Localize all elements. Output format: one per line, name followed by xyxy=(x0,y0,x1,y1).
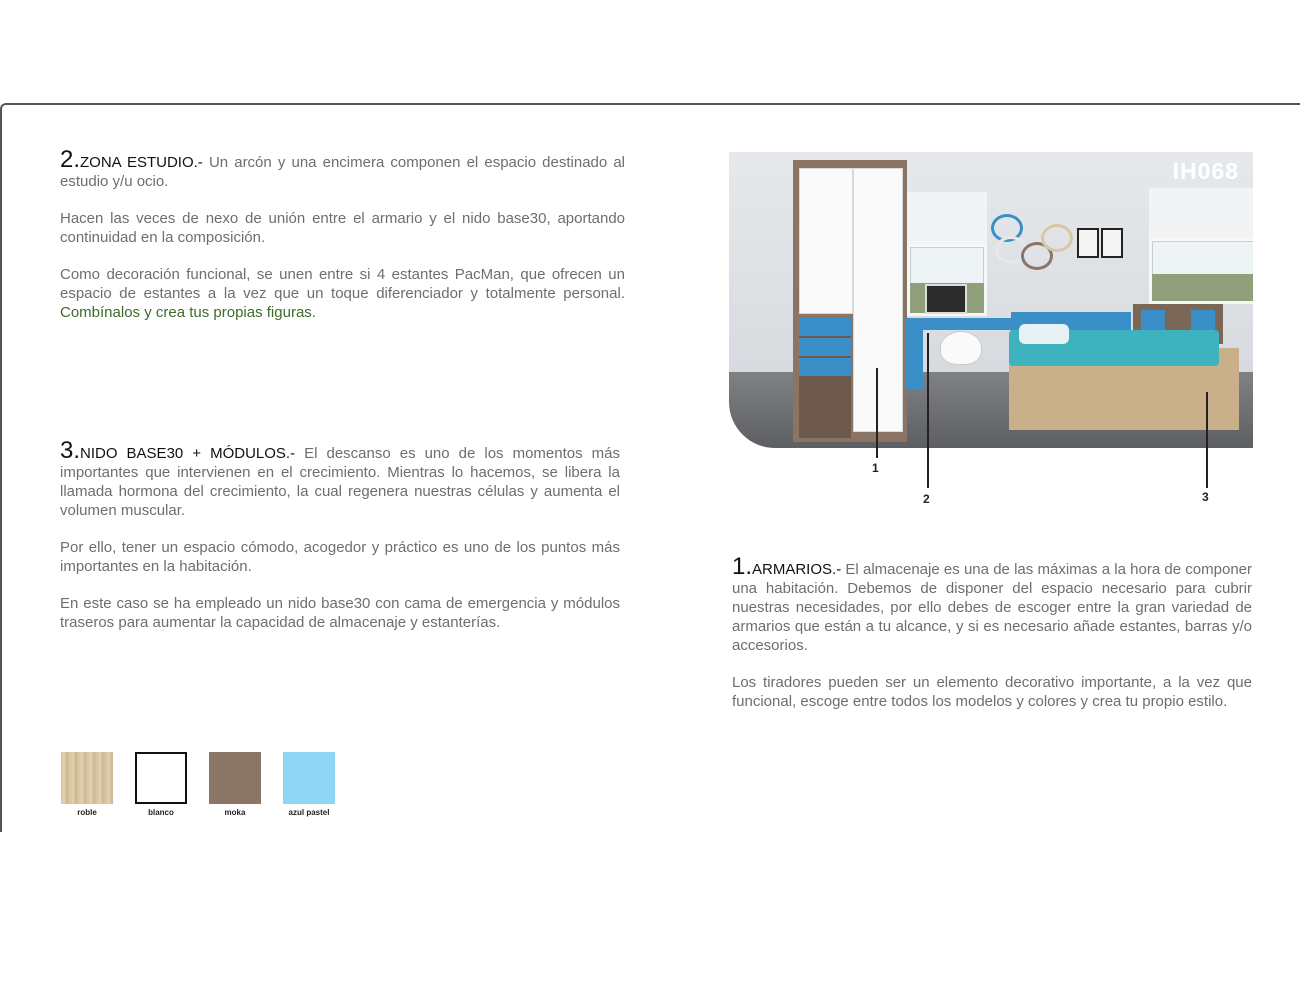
section-nido-base30 xyxy=(60,437,620,650)
section-zona-estudio xyxy=(60,146,626,340)
section-number: 1. xyxy=(732,553,753,580)
section-heading: ZONA ESTUDIO.- xyxy=(80,154,203,171)
section-intro: Un arcón y una encimera componen el espacio destinado al estudio y/u ocio. xyxy=(60,154,626,190)
section-number: 2. xyxy=(60,146,81,173)
section-heading: NIDO BASE30 + MÓDULOS.- xyxy=(80,445,296,462)
section-paragraph: Hacen las veces de nexo de unión entre el armario y el nido base30, aportando continuidad en la composición. xyxy=(60,210,625,246)
monitor xyxy=(925,284,967,314)
section-paragraph: Como decoración funcional, se unen entre si 4 estantes PacMan, que ofrecen un espacio de estantes a la vez que un toque diferenciador y totalmente personal. xyxy=(60,266,625,302)
section-number: 3. xyxy=(60,437,81,464)
section-intro: El descanso es uno de los momentos más importantes que intervienen en el crecimiento. Mientras lo hacemos, se libera la llamada hormona del crecimiento, la cual regenera nuestras células y aumenta el volumen muscular. xyxy=(60,445,620,519)
swatch-label: roble xyxy=(77,808,97,817)
bedroom-photo xyxy=(729,152,1253,448)
callout-line-1 xyxy=(876,368,878,458)
wall-frame xyxy=(1101,228,1123,258)
swatch-azul-pastel xyxy=(283,752,335,804)
section-armarios xyxy=(732,553,1252,729)
callout-number-2: 2 xyxy=(923,492,930,506)
swatch-label: azul pastel xyxy=(288,808,330,817)
callout-number-3: 3 xyxy=(1202,490,1209,504)
highlight-text: Combínalos y crea tus propias figuras. xyxy=(60,304,316,321)
callout-number-1: 1 xyxy=(872,461,879,475)
desk-chair xyxy=(941,332,981,364)
wardrobe xyxy=(793,160,907,442)
section-paragraph: Por ello, tener un espacio cómodo, acogedor y práctico es uno de los puntos más importantes en la habitación. xyxy=(60,539,620,575)
right-window xyxy=(1149,238,1253,304)
pacman-shelf xyxy=(1041,224,1073,252)
wall-frame xyxy=(1077,228,1099,258)
section-paragraph: En este caso se ha empleado un nido base30 con cama de emergencia y módulos traseros para aumentar la capacidad de almacenaje y estanterías. xyxy=(60,595,620,631)
swatch-moka xyxy=(209,752,261,804)
section-heading: ARMARIOS.- xyxy=(752,561,842,578)
callout-line-3 xyxy=(1206,392,1208,488)
callout-line-2 xyxy=(927,333,929,488)
swatch-roble xyxy=(61,752,113,804)
section-paragraph: Los tiradores pueden ser un elemento decorativo importante, a la vez que funcional, escoge entre todos los modelos y colores y crea tu propio estilo. xyxy=(732,674,1252,710)
product-code: IH068 xyxy=(1172,158,1239,184)
swatch-label: blanco xyxy=(148,808,174,817)
swatch-label: moka xyxy=(224,808,246,817)
swatch-blanco xyxy=(135,752,187,804)
section-intro: El almacenaje es una de las máximas a la hora de componer una habitación. Debemos de disponer del espacio necesario para cubrir nuestras necesidades, por ello debes de escoger entre la gran variedad de armarios que están a tu alcance, y si es necesario añade estantes, barras y/o accesorios. xyxy=(732,561,1252,654)
